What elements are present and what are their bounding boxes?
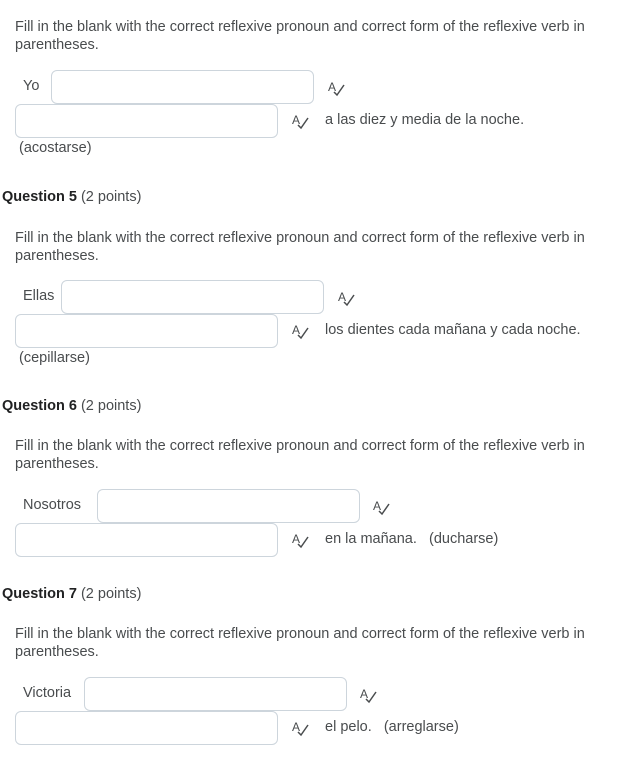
question-7-subject: Victoria: [23, 685, 72, 701]
spellcheck-icon[interactable]: [359, 686, 377, 704]
svg-text:A: A: [373, 499, 382, 513]
spellcheck-icon[interactable]: [291, 719, 309, 737]
question-6-sentence-end: en la mañana. (ducharse): [325, 531, 499, 547]
question-points: (2 points): [80, 398, 142, 414]
question-4-instruction: Fill in the blank with the correct reflexive pronoun and correct form of the reflexive verb in parentheses.: [15, 19, 585, 53]
question-5-heading: [2, 188, 141, 206]
question-4-pronoun-input[interactable]: [51, 70, 314, 104]
svg-text:A: A: [328, 80, 337, 94]
question-6-verb-input[interactable]: [15, 523, 278, 557]
question-5-verb-input[interactable]: [15, 314, 278, 348]
question-7-sentence-end: el pelo. (arreglarse): [325, 719, 459, 735]
question-5-subject: Ellas: [23, 288, 55, 304]
svg-text:A: A: [292, 323, 301, 337]
question-5-verb-hint: (cepillarse): [19, 350, 90, 366]
question-4-verb-input[interactable]: [15, 104, 278, 138]
question-4-sentence-end: a las diez y media de la noche.: [325, 112, 525, 128]
question-title: Question 5: [2, 189, 77, 205]
svg-text:A: A: [360, 687, 369, 701]
question-title: Question 6: [2, 398, 77, 414]
svg-text:A: A: [338, 290, 347, 304]
question-title: Question 7: [2, 586, 77, 602]
question-points: (2 points): [80, 586, 142, 602]
question-points: (2 points): [80, 189, 142, 205]
question-6-subject: Nosotros: [23, 497, 82, 513]
spellcheck-icon[interactable]: [291, 112, 309, 130]
question-5-instruction: Fill in the blank with the correct reflexive pronoun and correct form of the reflexive verb in parentheses.: [15, 230, 585, 264]
spellcheck-icon[interactable]: [337, 289, 355, 307]
spellcheck-icon[interactable]: [291, 322, 309, 340]
question-7-heading: [2, 585, 141, 603]
question-6-instruction: Fill in the blank with the correct reflexive pronoun and correct form of the reflexive verb in parentheses.: [15, 438, 585, 472]
question-6-pronoun-input[interactable]: [97, 489, 360, 523]
question-7-instruction: Fill in the blank with the correct reflexive pronoun and correct form of the reflexive verb in parentheses.: [15, 626, 585, 660]
svg-text:A: A: [292, 720, 301, 734]
question-6-heading: [2, 397, 141, 415]
question-5-pronoun-input[interactable]: [61, 280, 324, 314]
spellcheck-icon[interactable]: [291, 531, 309, 549]
spellcheck-icon[interactable]: [372, 498, 390, 516]
svg-text:A: A: [292, 532, 301, 546]
question-4-subject: Yo: [23, 78, 40, 94]
svg-text:A: A: [292, 113, 301, 127]
question-4-verb-hint: (acostarse): [19, 140, 92, 156]
question-5-sentence-end: los dientes cada mañana y cada noche.: [325, 322, 581, 338]
question-7-pronoun-input[interactable]: [84, 677, 347, 711]
question-7-verb-input[interactable]: [15, 711, 278, 745]
spellcheck-icon[interactable]: [327, 79, 345, 97]
